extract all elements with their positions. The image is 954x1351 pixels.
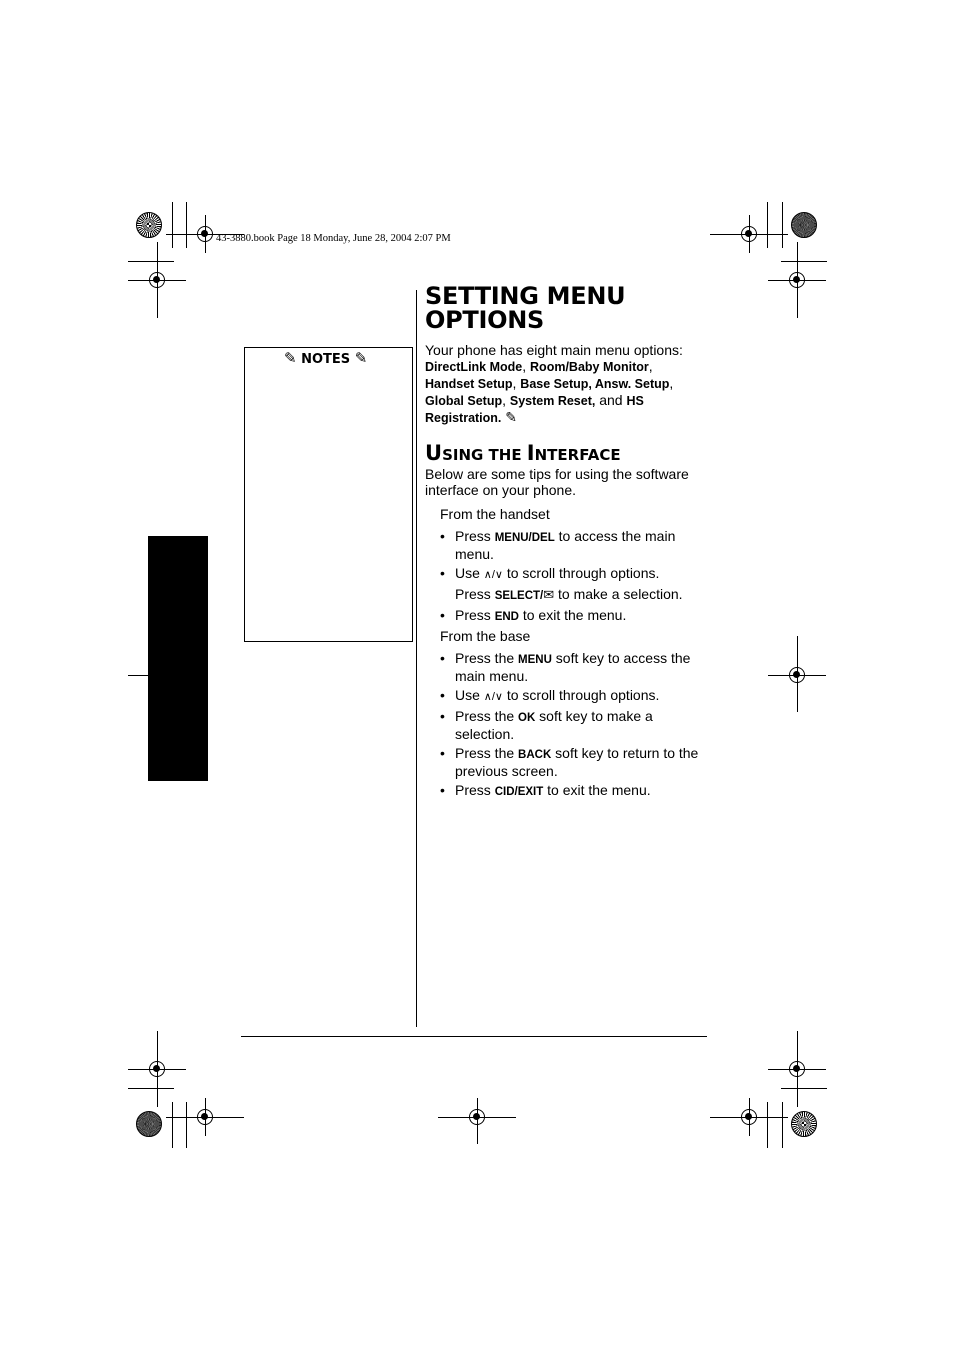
scroll-arrows-icon: ∧/∨ — [483, 569, 503, 581]
registration-mark-icon — [789, 667, 805, 683]
bullet: • — [440, 708, 445, 724]
key-label: SELECT/ — [494, 590, 544, 602]
menu-option: Global Setup — [425, 394, 503, 408]
intro-paragraph: Your phone has eight main menu options: DirectLink Mode, Room/Baby Monitor, Handset Setup, Base Setup, Answ. Setup, Global Setup, System Reset, and HS Registration. ✎ — [425, 342, 715, 426]
scroll-arrows-icon: ∧/∨ — [483, 691, 503, 703]
bullet: • — [440, 687, 445, 703]
page-title — [425, 284, 625, 332]
bullet: • — [440, 565, 445, 581]
list-item: Use ∧/∨ to scroll through options. — [455, 565, 660, 581]
registration-mark-icon — [149, 1061, 165, 1077]
menu-option: Room/Baby Monitor — [530, 360, 649, 374]
key-label: CID/EXIT — [494, 786, 544, 798]
bullet: • — [440, 607, 445, 623]
registration-mark-icon — [789, 272, 805, 288]
menu-option: Registration. — [425, 411, 502, 425]
list-item: Press the MENU soft key to access the main menu. — [455, 650, 691, 684]
list-item: Press END to exit the menu. — [455, 607, 627, 623]
registration-star-icon — [136, 212, 162, 238]
handset-label: From the handset — [440, 506, 550, 522]
menu-option: System Reset, — [509, 394, 596, 408]
menu-option: Handset Setup — [425, 377, 513, 391]
envelope-icon: ✉ — [543, 587, 555, 602]
intro-lead: Your phone has eight main menu options: — [425, 342, 683, 358]
list-item: Press CID/EXIT to exit the menu. — [455, 782, 651, 798]
key-label: MENU — [518, 654, 552, 666]
list-item: Use ∧/∨ to scroll through options. — [455, 687, 660, 703]
bullet: • — [440, 528, 445, 544]
registration-mark-icon — [149, 272, 165, 288]
key-label: OK — [518, 712, 536, 724]
section-heading: USING THE INTERFACE — [425, 441, 621, 465]
registration-star-icon — [136, 1111, 162, 1137]
key-label: MENU/DEL — [494, 532, 555, 544]
registration-star-icon — [791, 1111, 817, 1137]
pencil-note-icon: ✎ — [354, 349, 368, 367]
title-line-1: SETTING MENU — [425, 282, 626, 310]
pencil-note-icon: ✎ — [505, 409, 518, 425]
registration-mark-icon — [469, 1109, 485, 1125]
menu-option: DirectLink Mode — [425, 360, 523, 374]
bullet: • — [440, 650, 445, 666]
registration-star-icon — [791, 212, 817, 238]
pencil-note-icon: ✎ — [284, 349, 297, 367]
list-item: Press MENU/DEL to access the main menu. — [455, 528, 676, 562]
book-header-line: 43-3880.book Page 18 Monday, June 28, 2004 2:07 PM — [216, 233, 451, 244]
list-item: Press the OK soft key to make a selection. — [455, 708, 653, 742]
notes-label: NOTES — [301, 352, 351, 367]
title-line-2: OPTIONS — [425, 306, 544, 334]
registration-mark-icon — [197, 1109, 213, 1125]
notes-box — [244, 347, 413, 642]
section-description: Below are some tips for using the software interface on your phone. — [425, 466, 689, 498]
key-label: END — [494, 611, 519, 623]
footer-rule — [241, 1036, 707, 1037]
base-label: From the base — [440, 628, 531, 644]
column-divider — [416, 290, 417, 1027]
section-tab — [148, 536, 208, 781]
notes-heading — [284, 349, 367, 367]
bullet: • — [440, 745, 445, 761]
bullet: • — [440, 782, 445, 798]
registration-mark-icon — [197, 226, 213, 242]
registration-mark-icon — [741, 226, 757, 242]
key-label: BACK — [518, 749, 552, 761]
registration-mark-icon — [741, 1109, 757, 1125]
menu-option: Base Setup, Answ. Setup — [520, 377, 670, 391]
list-item: Press the BACK soft key to return to the previous screen. — [455, 745, 699, 779]
menu-option: HS — [626, 394, 644, 408]
registration-mark-icon — [789, 1061, 805, 1077]
list-item: Press SELECT/✉ to make a selection. — [455, 586, 683, 602]
